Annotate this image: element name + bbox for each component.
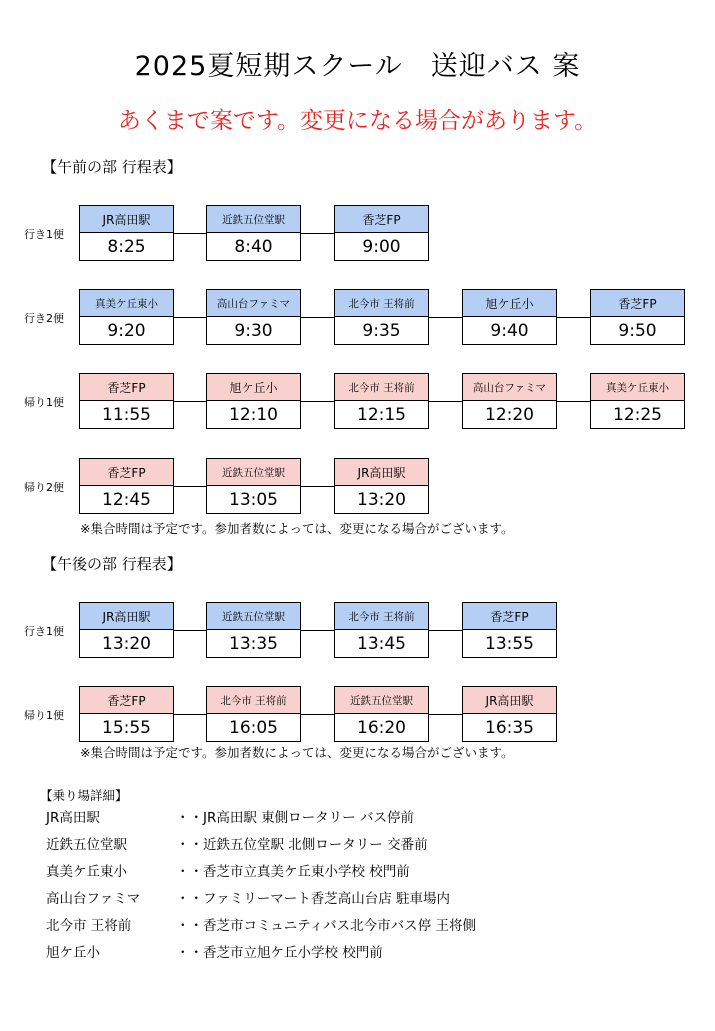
stop-name: 近鉄五位堂駅 [335, 687, 428, 714]
stop-time: 13:55 [485, 633, 534, 654]
route-label: 帰り1便 [24, 396, 64, 409]
stop-time: 9:20 [107, 320, 146, 341]
stop-name: 香芝FP [80, 687, 173, 714]
stop-box [79, 289, 174, 345]
boarding-detail-row [46, 833, 706, 853]
boarding-detail-row [46, 914, 706, 934]
stop-name: 北今市 王将前 [335, 603, 428, 630]
morning-note: ※集合時間は予定です。参加者数によっては、変更になる場合がございます。 [80, 521, 514, 536]
stop-name: 高山台ファミマ [207, 290, 300, 317]
stop-box [79, 686, 174, 742]
stop-box [206, 205, 301, 261]
stop-time: 16:20 [357, 717, 406, 738]
route-label: 帰り2便 [24, 481, 64, 494]
boarding-place-description: ・・JR高田駅 東側ロータリー バス停前 [176, 810, 414, 826]
stop-name: 近鉄五位堂駅 [207, 206, 300, 233]
stop-name: 真美ケ丘東小 [591, 374, 684, 401]
boarding-place-description: ・・ファミリーマート香芝高山台店 駐車場内 [176, 891, 451, 907]
stop-box [79, 602, 174, 658]
route-row [0, 602, 715, 658]
boarding-details-heading: 【乗り場詳細】 [40, 788, 128, 803]
stop-name: 真美ケ丘東小 [80, 290, 173, 317]
route-row [0, 373, 715, 429]
stop-box [79, 373, 174, 429]
route-row [0, 289, 715, 345]
stop-box [462, 686, 557, 742]
stop-time: 9:50 [618, 320, 657, 341]
stop-name: 北今市 王将前 [207, 687, 300, 714]
stop-time: 9:00 [362, 236, 401, 257]
stop-box [206, 373, 301, 429]
stop-time: 13:35 [229, 633, 278, 654]
stop-time: 12:20 [485, 404, 534, 425]
afternoon-note: ※集合時間は予定です。参加者数によっては、変更になる場合がございます。 [80, 745, 514, 760]
stop-time: 16:05 [229, 717, 278, 738]
stop-name: JR高田駅 [335, 459, 428, 486]
stop-time: 13:20 [357, 489, 406, 510]
stop-name: JR高田駅 [463, 687, 556, 714]
change-notice: あくまで案です。変更になる場合があります。 [117, 108, 598, 134]
stop-time: 16:35 [485, 717, 534, 738]
stop-box [79, 205, 174, 261]
boarding-place-description: ・・香芝市立旭ケ丘小学校 校門前 [176, 945, 383, 961]
stop-box [206, 458, 301, 514]
route-label: 行き1便 [24, 228, 64, 241]
boarding-place-name: 真美ケ丘東小 [46, 864, 127, 880]
route-label: 行き2便 [24, 312, 64, 325]
stop-time: 11:55 [102, 404, 151, 425]
stop-name: 香芝FP [591, 290, 684, 317]
boarding-detail-row [46, 860, 706, 880]
stop-name: 香芝FP [80, 459, 173, 486]
stop-name: 近鉄五位堂駅 [207, 459, 300, 486]
boarding-place-description: ・・近鉄五位堂駅 北側ロータリー 交番前 [176, 837, 428, 853]
stop-name: 北今市 王将前 [335, 290, 428, 317]
route-label: 行き1便 [24, 625, 64, 638]
route-row [0, 686, 715, 742]
stop-name: JR高田駅 [80, 603, 173, 630]
boarding-detail-row [46, 887, 706, 907]
boarding-detail-row [46, 941, 706, 961]
stop-box [462, 373, 557, 429]
stop-box [206, 289, 301, 345]
stop-name: 香芝FP [80, 374, 173, 401]
stop-name: JR高田駅 [80, 206, 173, 233]
stop-box [334, 205, 429, 261]
stop-name: 近鉄五位堂駅 [207, 603, 300, 630]
stop-time: 12:25 [613, 404, 662, 425]
stop-time: 13:20 [102, 633, 151, 654]
stop-name: 旭ケ丘小 [463, 290, 556, 317]
stop-box [462, 289, 557, 345]
morning-heading: 【午前の部 行程表】 [42, 158, 182, 176]
stop-time: 8:25 [107, 236, 146, 257]
stop-time: 12:45 [102, 489, 151, 510]
stop-time: 12:15 [357, 404, 406, 425]
route-connector-line [127, 714, 510, 715]
stop-name: 香芝FP [463, 603, 556, 630]
route-label: 帰り1便 [24, 709, 64, 722]
stop-box [206, 602, 301, 658]
boarding-place-name: 近鉄五位堂駅 [46, 837, 127, 853]
stop-name: 北今市 王将前 [335, 374, 428, 401]
stop-name: 香芝FP [335, 206, 428, 233]
stop-time: 13:05 [229, 489, 278, 510]
stop-time: 13:45 [357, 633, 406, 654]
route-connector-line [127, 630, 510, 631]
stop-box [334, 686, 429, 742]
boarding-place-name: 高山台ファミマ [46, 891, 141, 907]
stop-box [334, 373, 429, 429]
stop-box [590, 289, 685, 345]
stop-name: 旭ケ丘小 [207, 374, 300, 401]
stop-time: 9:30 [234, 320, 273, 341]
stop-time: 8:40 [234, 236, 273, 257]
boarding-place-description: ・・香芝市コミュニティバス北今市バス停 王将側 [176, 918, 476, 934]
stop-box [334, 602, 429, 658]
stop-time: 9:40 [490, 320, 529, 341]
stop-name: 高山台ファミマ [463, 374, 556, 401]
route-row [0, 205, 715, 261]
document-title: 2025夏短期スクール 送迎バス 案 [134, 51, 581, 82]
afternoon-heading: 【午後の部 行程表】 [42, 555, 182, 573]
boarding-detail-row [46, 806, 706, 826]
stop-time: 15:55 [102, 717, 151, 738]
stop-box [462, 602, 557, 658]
boarding-place-name: 旭ケ丘小 [46, 945, 100, 961]
boarding-place-name: JR高田駅 [46, 810, 100, 826]
stop-box [206, 686, 301, 742]
stop-time: 9:35 [362, 320, 401, 341]
stop-box [334, 289, 429, 345]
stop-box [79, 458, 174, 514]
stop-box [590, 373, 685, 429]
boarding-place-description: ・・香芝市立真美ケ丘東小学校 校門前 [176, 864, 410, 880]
boarding-place-name: 北今市 王将前 [46, 918, 132, 934]
route-row [0, 458, 715, 514]
stop-box [334, 458, 429, 514]
stop-time: 12:10 [229, 404, 278, 425]
